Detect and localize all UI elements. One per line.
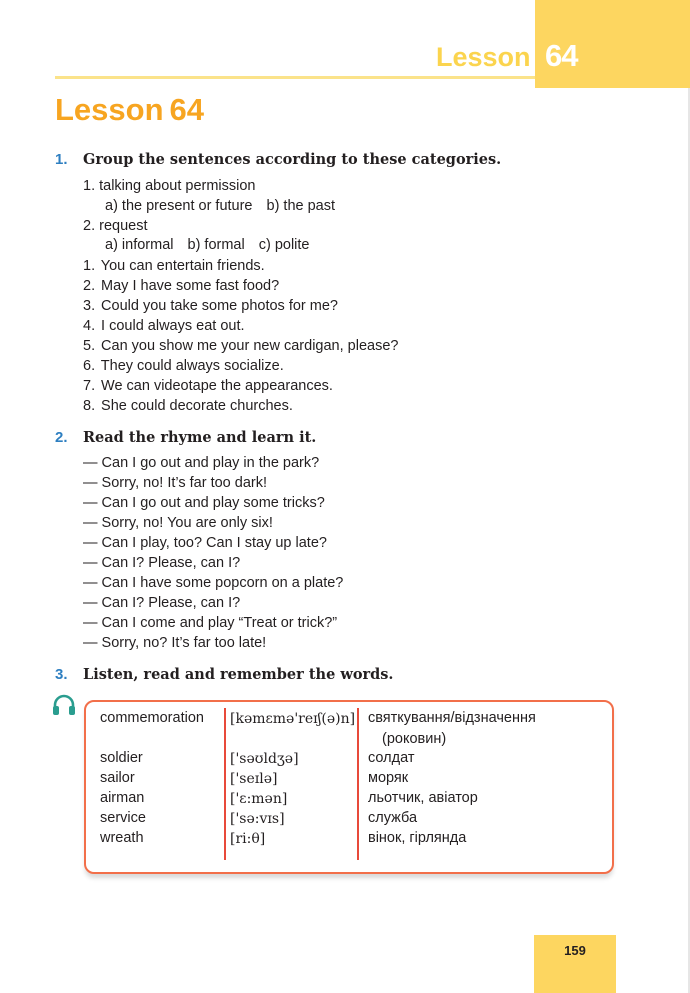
header-rule	[55, 76, 535, 79]
rhyme-line: — Can I play, too? Can I stay up late?	[83, 535, 327, 551]
rhyme-line: — Sorry, no? It’s far too late!	[83, 635, 267, 651]
exercise-1-instruction: Group the sentences according to these categories.	[83, 151, 502, 168]
sentence-item: 3. Could you take some photos for me?	[83, 298, 338, 314]
vocab-word: service	[100, 810, 146, 826]
vocab-transcription: ['sə:vɪs]	[230, 811, 285, 827]
sentence-item: 1. You can entertain friends.	[83, 258, 265, 274]
vocab-word: wreath	[100, 830, 144, 846]
sentence-item: 7. We can videotape the appearances.	[83, 378, 333, 394]
exercise-1-number: 1.	[55, 151, 68, 168]
rhyme-line: — Can I go out and play some tricks?	[83, 495, 325, 511]
column-divider	[357, 708, 359, 860]
vocab-word: commemoration	[100, 710, 204, 726]
rhyme-line: — Can I? Please, can I?	[83, 555, 241, 571]
column-divider	[224, 708, 226, 860]
rhyme-line: — Sorry, no! You are only six!	[83, 515, 273, 531]
exercise-2-instruction: Read the rhyme and learn it.	[83, 429, 317, 446]
sentence-item: 8. She could decorate churches.	[83, 398, 293, 414]
rhyme-line: — Can I come and play “Treat or trick?”	[83, 615, 338, 631]
rhyme-line: — Sorry, no! It’s far too dark!	[83, 475, 268, 491]
vocab-word: sailor	[100, 770, 135, 786]
header-lesson-number: 64	[545, 38, 578, 73]
sentence-item: 5. Can you show me your new cardigan, please?	[83, 338, 399, 354]
vocab-word: airman	[100, 790, 145, 806]
vocab-translation: льотчик, авіатор	[368, 790, 478, 806]
vocab-transcription: [kəmɛmə'reɪʃ(ə)n]	[230, 711, 356, 727]
page-title	[55, 92, 210, 128]
category-2-options	[105, 237, 324, 253]
rhyme-line: — Can I go out and play in the park?	[83, 455, 320, 471]
vocab-translation: солдат	[368, 750, 415, 766]
vocab-translation-cont: (роковин)	[382, 731, 447, 747]
sentence-item: 4. I could always eat out.	[83, 318, 245, 334]
rhyme-line: — Can I? Please, can I?	[83, 595, 241, 611]
vocab-translation: вінок, гірлянда	[368, 830, 467, 846]
category-option: a) the present or future	[105, 198, 253, 214]
category-option: b) the past	[266, 198, 336, 214]
headphones-icon[interactable]	[52, 694, 76, 716]
sentence-item: 6. They could always socialize.	[83, 358, 284, 374]
vocab-translation: моряк	[368, 770, 409, 786]
category-option: a) informal	[105, 237, 174, 253]
vocab-translation: святкування/відзначення	[368, 710, 536, 726]
title-label: Lesson	[55, 92, 164, 127]
vocab-transcription: [ri:θ]	[230, 831, 266, 847]
category-1-options	[105, 198, 349, 214]
vocab-transcription: ['ɛ:mən]	[230, 791, 288, 807]
category-2-label: 2. request	[83, 218, 148, 234]
category-option: c) polite	[258, 237, 310, 253]
vocab-transcription: ['seɪlə]	[230, 771, 278, 787]
sentence-item: 2. May I have some fast food?	[83, 278, 280, 294]
exercise-3-number: 3.	[55, 666, 68, 683]
vocabulary-box	[84, 700, 614, 874]
header-lesson-label: Lesson	[436, 42, 531, 72]
rhyme-line: — Can I have some popcorn on a plate?	[83, 575, 344, 591]
category-option: b) formal	[187, 237, 245, 253]
title-number: 64	[169, 92, 205, 127]
category-1-label: 1. talking about permission	[83, 178, 256, 194]
exercise-2-number: 2.	[55, 429, 68, 446]
page-number-box	[534, 935, 616, 993]
vocab-word: soldier	[100, 750, 143, 766]
exercise-3-instruction: Listen, read and remember the words.	[83, 666, 394, 683]
vocab-transcription: ['səʊldʒə]	[230, 751, 299, 767]
vocab-translation: служба	[368, 810, 418, 826]
page-number: 159	[564, 943, 586, 958]
